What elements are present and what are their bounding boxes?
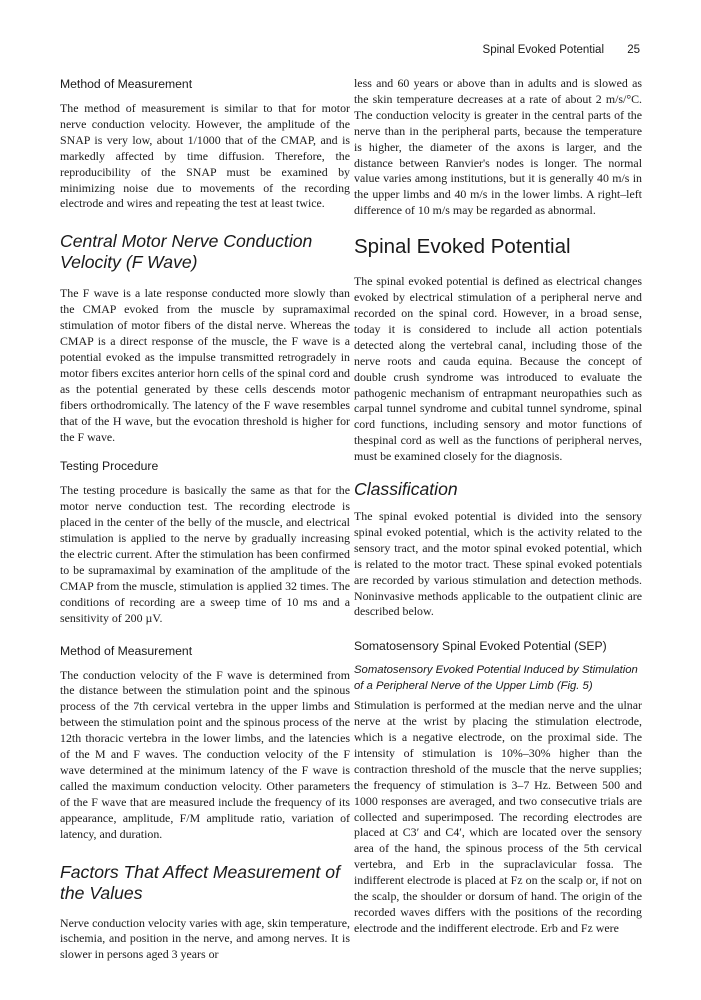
factors-paragraph: Nerve conduction velocity varies with age, skin temperature, ischemia, and position in the nerve, and among nerves. It is slower in persons aged 3 years or — [60, 915, 350, 962]
testing-procedure-paragraph: The testing procedure is basically the same as that for the motor nerve conduction test. The recording electrode is placed in the center of the belly of the muscle, and electrical stimulation is applied to the nerve by gradually increasing the electric current. After the stimulation has been confirmed to be supramaximal by examination of the amplitude of the CMAP from the muscle, stimulation is applied 32 times. The conditions of recording are a sweep time of 10 ms and a sensitivity of 200 µV. — [60, 483, 350, 625]
stimulation-paragraph: Stimulation is performed at the median nerve and the ulnar nerve at the wrist by placing the stimulation electrode, which is a negative electrode, on the proximal side. The intensity of stimulation is 10%–30% higher than the contraction threshold of the muscle that the nerve supplies; the frequency of stimulation is 3–7 Hz. Between 500 and 1000 responses are averaged, and two consecutive trials are collected and superimposed. The recording electrodes are placed at C3′ and C4′, which are located over the sensory area of the hand, the spinous process of the 5th cervical vertebra, and Erb in the supraclavicular fossa. The indifferent electrode is placed at Fz on the scalp or, if not on the scalp, the shoulder or dorsum of hand. The origin of the recorded waves differs with the positions of the recording electrode and the indifferent electrode. Erb and Fz were — [354, 698, 642, 935]
method-of-measurement-paragraph-2: The conduction velocity of the F wave is determined from the distance between the stimulation point and the spinous process of the 7th cervical vertebra in the upper limbs and between the stimulation point and the spinous process of the 12th thoracic vertebra in the lower limbs, and the latencies of the M and F waves. The conduction velocity of the F wave determined at the minimum latency of the F wave is called the maximum conduction velocity. Other parameters of the F wave that are measured include the frequency of its appearance, amplitude, F/M amplitude ratio, variation of latency, and duration. — [60, 667, 350, 841]
page-number: 25 — [627, 44, 640, 56]
testing-procedure-heading: Testing Procedure — [60, 459, 159, 474]
somatosensory-subheading: Somatosensory Evoked Potential Induced by Stimulation of a Peripheral Nerve of the Upper Limb (Fig. 5) — [354, 664, 638, 692]
classification-heading: Classification — [354, 479, 458, 500]
running-header — [60, 44, 640, 64]
method-of-measurement-paragraph: The method of measurement is similar to that for motor nerve conduction velocity. However, the amplitude of the SNAP is very low, about 1/1000 that of the CMAP, and is markedly affected by time diffusion. Therefore, the reproducibility of the SNAP must be examined by minimizing noise due to movements of the recording electrode and wires and repeating the test at least twice. — [60, 101, 350, 211]
left-column — [60, 76, 350, 963]
classification-paragraph: The spinal evoked potential is divided into the sensory spinal evoked potential, which is the activity related to the sensory tract, and the motor spinal evoked potential, which is related to the motor tract. These spinal evoked potentials are recorded by various stimulation and detection methods. Noninvasive methods applicable to the outpatient clinic are described below. — [354, 509, 642, 619]
spinal-evoked-potential-paragraph: The spinal evoked potential is defined as electrical changes evoked by electrical stimulation of a peripheral nerve and recorded on the spinal cord. However, in a broad sense, today it is considered to include all action potentials detected along the vertebral canal, including those of the nerve roots and cauda equina. Because the concept of double crush syndrome was introduced to evaluate the pathogenic mechanism of entrapmant neuropathies such as carpal tunnel syndrome and cubital tunnel syndrome, spinal cord functions, including sensory and motor functions of thespinal cord as well as the functions of peripheral nerves, must be examined closely for the diagnosis. — [354, 274, 642, 464]
central-motor-ncv-heading: Central Motor Nerve Conduction Velocity (F Wave) — [60, 231, 313, 273]
method-of-measurement-heading: Method of Measurement — [60, 77, 193, 91]
method-of-measurement-heading-2: Method of Measurement — [60, 643, 193, 658]
factors-heading: Factors That Affect Measurement of the Values — [60, 861, 340, 903]
right-column — [354, 76, 642, 937]
running-title: Spinal Evoked Potential — [482, 44, 604, 56]
somatosensory-sep-heading: Somatosensory Spinal Evoked Potential (SEP) — [354, 639, 607, 654]
continued-paragraph: less and 60 years or above than in adults and is slowed as the skin temperature decreases at a rate of about 2 m/s/°C. The conduction velocity is greater in the central parts of the nerve than in the peripheral parts, because the temperature is higher, the diameter of the axons is larger, and the distance between Ranvier's nodes is longer. The normal value varies among institutions, but it is generally 40 m/s in the upper limbs and 40 m/s in the lower limbs. A right–left difference of 10 m/s may be regarded as abnormal. — [354, 76, 642, 218]
spinal-evoked-potential-heading: Spinal Evoked Potential — [354, 235, 571, 259]
central-motor-ncv-paragraph: The F wave is a late response conducted more slowly than the CMAP evoked from the muscle by supramaximal stimulation of motor fibers of the distal nerve. Whereas the CMAP is a direct response of the muscle, the F wave is a potential evoked as the impulse transmitted retrogradely in motor fibers excites anterior horn cells of the spinal cord and as the potential generated by these cells descends motor fibers orthodromically. The latency of the F wave resembles that of the H wave, but the evocation threshold is higher for the F wave. — [60, 286, 350, 444]
